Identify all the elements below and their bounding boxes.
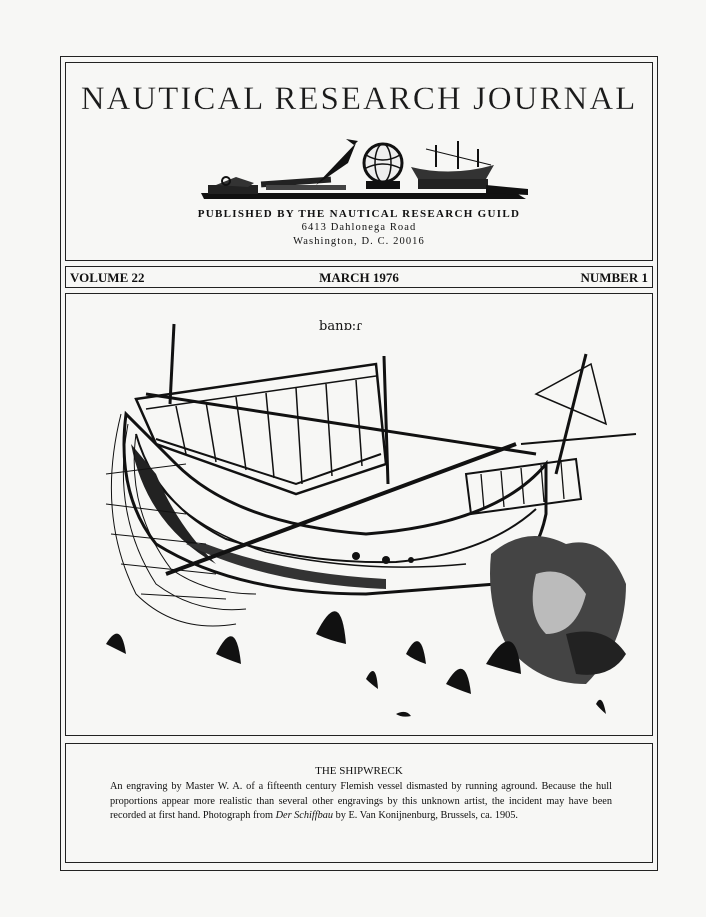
issue-info-bar — [65, 266, 653, 288]
engraving-inscription: banɒ:ɾ — [319, 319, 363, 334]
address-line-2: Washington, D. C. 20016 — [293, 236, 425, 247]
caption-box — [65, 743, 653, 863]
issue-number: NUMBER 1 — [580, 270, 648, 285]
issue-date: MARCH 1976 — [319, 270, 399, 285]
masthead — [65, 62, 653, 261]
caption-book-title: Der Schiffbau — [275, 810, 334, 821]
shipwreck-engraving — [65, 293, 653, 736]
nautical-instruments-emblem — [196, 135, 531, 207]
publisher-line: PUBLISHED BY THE NAUTICAL RESEARCH GUILD — [197, 208, 521, 220]
publisher-info — [66, 207, 652, 249]
journal-title: NAUTICAL RESEARCH JOURNAL — [80, 81, 638, 117]
shipwreck-illustration — [66, 294, 652, 735]
caption-title: THE SHIPWRECK — [315, 765, 403, 777]
caption-text-body: An engraving by Master W. A. of a fifteenth century Flemish vessel dismasted by running aground. Because the hull proportions appear more realistic than several other engravings by this unknown artist, the incident may have been recorded at first hand. Photograph from — [110, 781, 612, 821]
address-line-1: 6413 Dahlonega Road — [301, 222, 417, 233]
caption-text — [110, 780, 612, 824]
caption-text-credit: by E. Van Konijnenburg, Brussels, ca. 1905. — [333, 810, 518, 821]
volume-label: VOLUME 22 — [70, 270, 145, 285]
